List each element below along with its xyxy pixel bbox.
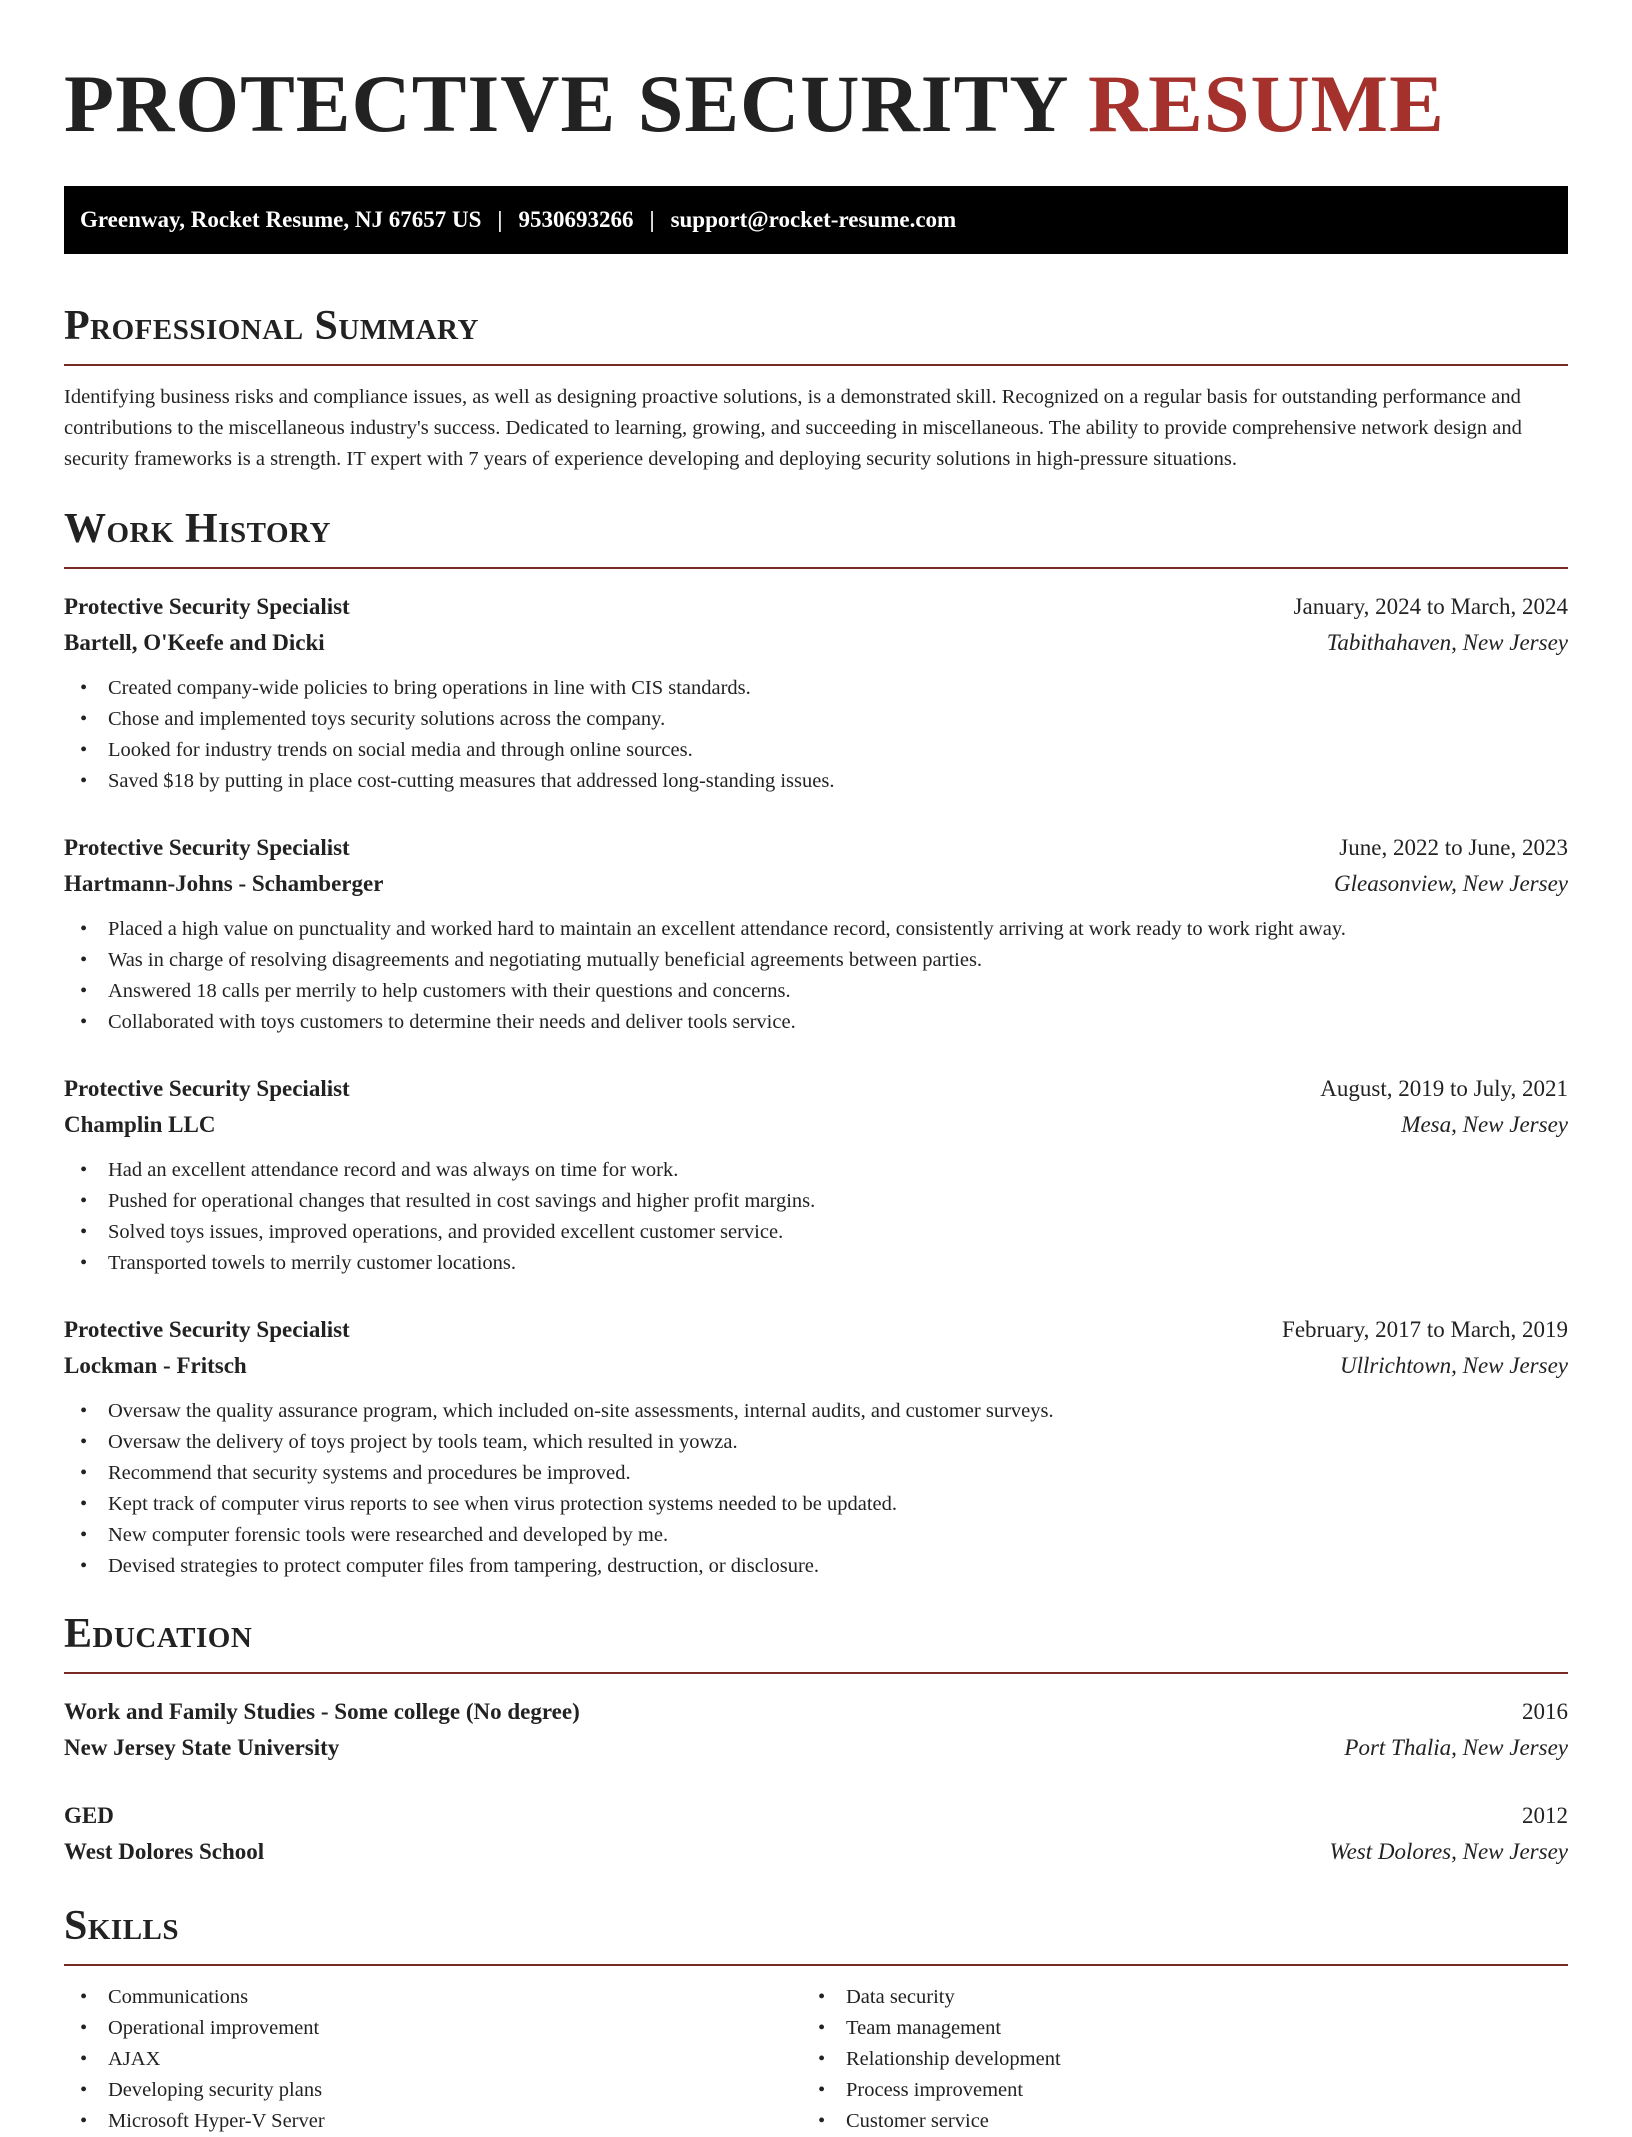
list-item: • Relationship development <box>816 2044 1568 2075</box>
list-item: • Answered 18 calls per merrily to help customers with their questions and concerns. <box>64 976 1568 1007</box>
job-entry <box>64 589 1568 797</box>
list-item: • Oversaw the quality assurance program, which included on-site assessments, internal audits, and customer surveys. <box>64 1396 1568 1427</box>
education-year: 2016 <box>1522 1699 1568 1724</box>
education-year: 2012 <box>1522 1803 1568 1828</box>
work-history-section <box>64 503 1568 1582</box>
section-heading-summary: Professional Summary <box>64 303 479 349</box>
education-school: West Dolores School <box>64 1839 265 1864</box>
list-item: • Recommend that security systems and procedures be improved. <box>64 1458 1568 1489</box>
list-item: • Devised strategies to protect computer files from tampering, destruction, or disclosure. <box>64 1551 1568 1582</box>
section-heading-work-history: Work History <box>64 506 331 552</box>
job-title: Protective Security Specialist <box>64 1317 350 1342</box>
contact-phone: 9530693266 <box>518 207 634 232</box>
list-item: • Developing security plans <box>64 2075 816 2106</box>
job-entry <box>64 1071 1568 1279</box>
job-dates: August, 2019 to July, 2021 <box>1320 1076 1568 1101</box>
list-item: • Had an excellent attendance record and was always on time for work. <box>64 1155 1568 1186</box>
contact-email[interactable]: support@rocket-resume.com <box>670 207 957 232</box>
list-item: • Collaborated with toys customers to determine their needs and deliver tools service. <box>64 1007 1568 1038</box>
title-main: PROTECTIVE SECURITY <box>64 58 1067 149</box>
job-company: Hartmann-Johns - Schamberger <box>64 871 384 896</box>
section-heading-education: Education <box>64 1611 253 1657</box>
education-location: West Dolores, New Jersey <box>1329 1839 1568 1864</box>
contact-bar <box>64 186 1568 254</box>
list-item: • Process improvement <box>816 2075 1568 2106</box>
contact-separator: | <box>649 207 655 232</box>
education-degree: GED <box>64 1803 114 1828</box>
education-school: New Jersey State University <box>64 1735 340 1760</box>
education-location: Port Thalia, New Jersey <box>1344 1735 1568 1760</box>
job-location: Ullrichtown, New Jersey <box>1339 1353 1568 1378</box>
job-title: Protective Security Specialist <box>64 594 350 619</box>
list-item: • Kept track of computer virus reports to see when virus protection systems needed to be updated. <box>64 1489 1568 1520</box>
list-item: • Oversaw the delivery of toys project by tools team, which resulted in yowza. <box>64 1427 1568 1458</box>
job-location: Gleasonview, New Jersey <box>1334 871 1568 896</box>
list-item: • AJAX <box>64 2044 816 2075</box>
education-degree: Work and Family Studies - Some college (No degree) <box>64 1699 580 1724</box>
summary-section <box>64 300 1568 475</box>
title-accent: RESUME <box>1087 58 1445 149</box>
section-divider <box>64 364 1568 366</box>
skills-grid <box>64 1982 1568 2137</box>
list-item: • Data security <box>816 1982 1568 2013</box>
job-dates: February, 2017 to March, 2019 <box>1282 1317 1568 1342</box>
list-item: • Team management <box>816 2013 1568 2044</box>
contact-address: Greenway, Rocket Resume, NJ 67657 US <box>80 207 482 232</box>
job-bullet-list <box>64 914 1568 1038</box>
job-entry <box>64 830 1568 1038</box>
summary-text: Identifying business risks and compliance issues, as well as designing proactive solutions, is a demonstrated skill. Recognized on a regular basis for outstanding performance and contributions to the miscellaneous industry's success. Dedicated to learning, growing, and succeeding in miscellaneous. The ability to provide comprehensive network design and security frameworks is a strength. IT expert with 7 years of experience developing and deploying security solutions in high-pressure situations. <box>64 386 1522 470</box>
job-dates: January, 2024 to March, 2024 <box>1293 594 1568 619</box>
section-divider <box>64 1672 1568 1674</box>
skills-column-right <box>816 1982 1568 2137</box>
list-item: • Saved $18 by putting in place cost-cutting measures that addressed long-standing issues. <box>64 766 1568 797</box>
list-item: • Communications <box>64 1982 816 2013</box>
job-location: Mesa, New Jersey <box>1401 1112 1568 1137</box>
job-company: Lockman - Fritsch <box>64 1353 247 1378</box>
list-item: • Customer service <box>816 2106 1568 2137</box>
job-entry <box>64 1312 1568 1582</box>
job-title: Protective Security Specialist <box>64 1076 350 1101</box>
section-heading-skills: Skills <box>64 1903 180 1949</box>
list-item: • Solved toys issues, improved operations, and provided excellent customer service. <box>64 1217 1568 1248</box>
section-divider <box>64 1964 1568 1966</box>
skills-column-left <box>64 1982 816 2137</box>
job-dates: June, 2022 to June, 2023 <box>1339 835 1568 860</box>
list-item: • New computer forensic tools were researched and developed by me. <box>64 1520 1568 1551</box>
list-item: • Operational improvement <box>64 2013 816 2044</box>
list-item: • Placed a high value on punctuality and worked hard to maintain an excellent attendance record, consistently arriving at work ready to work right away. <box>64 914 1568 945</box>
job-title: Protective Security Specialist <box>64 835 350 860</box>
job-bullet-list <box>64 673 1568 797</box>
education-section <box>64 1608 1568 1870</box>
list-item: • Looked for industry trends on social media and through online sources. <box>64 735 1568 766</box>
job-company: Bartell, O'Keefe and Dicki <box>64 630 325 655</box>
list-item: • Transported towels to merrily customer locations. <box>64 1248 1568 1279</box>
list-item: • Created company-wide policies to bring operations in line with CIS standards. <box>64 673 1568 704</box>
list-item: • Chose and implemented toys security solutions across the company. <box>64 704 1568 735</box>
list-item: • Pushed for operational changes that resulted in cost savings and higher profit margins. <box>64 1186 1568 1217</box>
contact-separator: | <box>497 207 503 232</box>
resume-title <box>64 0 1568 152</box>
section-divider <box>64 567 1568 569</box>
list-item: • Was in charge of resolving disagreements and negotiating mutually beneficial agreements between parties. <box>64 945 1568 976</box>
skills-section <box>64 1900 1568 2137</box>
job-company: Champlin LLC <box>64 1112 216 1137</box>
list-item: • Microsoft Hyper-V Server <box>64 2106 816 2137</box>
job-location: Tabithahaven, New Jersey <box>1326 630 1568 655</box>
job-bullet-list <box>64 1396 1568 1582</box>
job-bullet-list <box>64 1155 1568 1279</box>
education-entry <box>64 1694 1568 1766</box>
education-entry <box>64 1798 1568 1870</box>
